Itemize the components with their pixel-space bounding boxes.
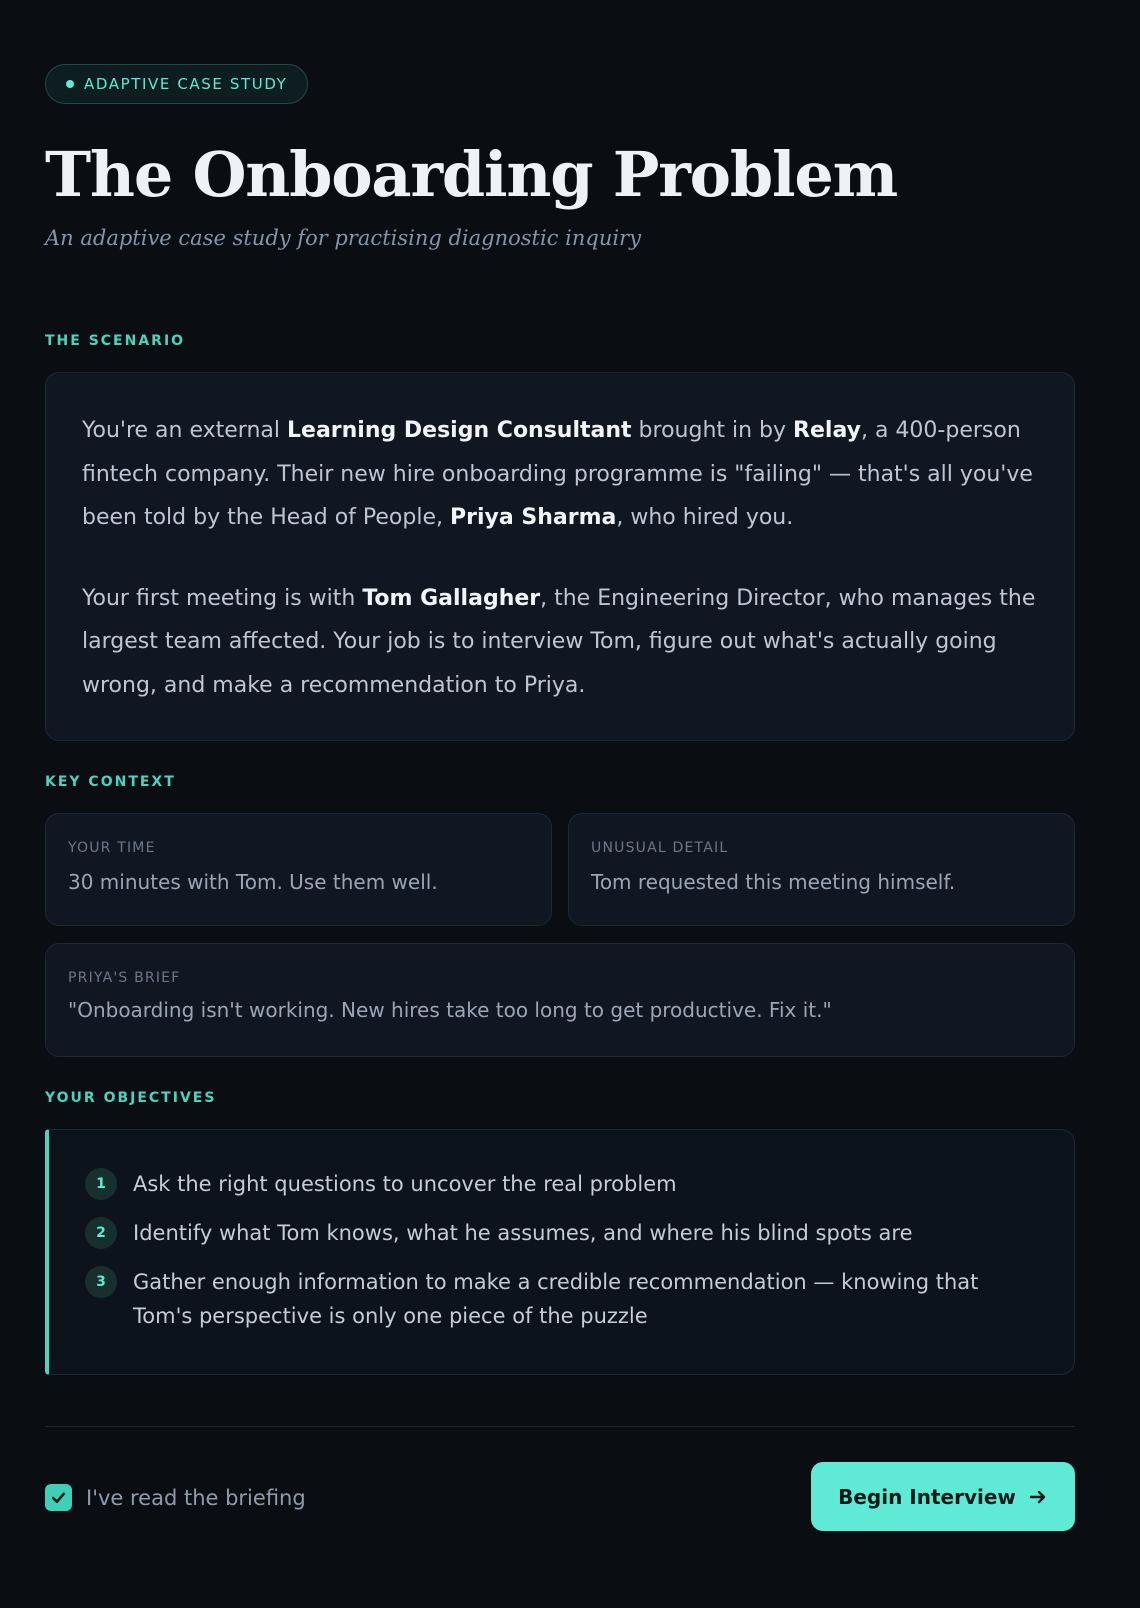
objective-text: Gather enough information to make a credible recommendation — knowing that Tom's perspective is only one piece of the puzzle <box>133 1270 979 1328</box>
unusual-detail-value: Tom requested this meeting himself. <box>591 870 956 894</box>
your-time-value: 30 minutes with Tom. Use them well. <box>68 870 438 894</box>
begin-interview-button[interactable] <box>811 1462 1075 1531</box>
list-item <box>85 1168 1038 1201</box>
objective-text: Identify what Tom knows, what he assumes, and where his blind spots are <box>133 1221 913 1245</box>
arrow-right-icon <box>1028 1487 1048 1507</box>
scenario-paragraph-2: Your first meeting is with Tom Gallagher, the Engineering Director, who manages the largest team affected. Your job is to interview Tom, figure out what's actually going wrong, and make a recommendation to Priya. <box>82 585 1036 698</box>
scenario-paragraph-1: You're an external Learning Design Consultant brought in by Relay, a 400-person fintech company. Their new hire onboarding programme is "failing" — that's all you've been told by the Head of People, Priya Sharma, who hired you. <box>82 418 1033 530</box>
unusual-detail-label: UNUSUAL DETAIL <box>591 840 729 856</box>
scenario-card <box>45 372 1075 741</box>
checkbox-label[interactable]: I've read the briefing <box>86 1485 306 1510</box>
page-subtitle: An adaptive case study for practising diagnostic inquiry <box>45 226 641 250</box>
badge-label: ADAPTIVE CASE STUDY <box>84 75 288 93</box>
objectives-card <box>45 1129 1075 1375</box>
check-icon[interactable] <box>45 1484 72 1511</box>
case-study-badge <box>45 64 308 104</box>
begin-interview-label: Begin Interview <box>838 1484 1016 1509</box>
objective-number: 3 <box>85 1266 117 1298</box>
priyas-brief-label: PRIYA'S BRIEF <box>68 970 181 986</box>
objectives-section-label: YOUR OBJECTIVES <box>45 1090 217 1106</box>
page-title: The Onboarding Problem <box>45 138 897 211</box>
your-time-label: YOUR TIME <box>68 840 156 856</box>
objective-number: 2 <box>85 1217 117 1249</box>
list-item <box>85 1266 1038 1333</box>
footer-divider <box>45 1426 1075 1427</box>
objective-number: 1 <box>85 1168 117 1200</box>
priyas-brief-value: "Onboarding isn't working. New hires take too long to get productive. Fix it." <box>68 998 832 1022</box>
key-context-section-label: KEY CONTEXT <box>45 774 176 790</box>
your-time-card <box>45 813 552 926</box>
unusual-detail-card <box>568 813 1075 926</box>
status-dot-icon <box>66 80 74 88</box>
briefing-read-checkbox[interactable] <box>45 1484 306 1511</box>
priyas-brief-card <box>45 943 1075 1057</box>
objective-text: Ask the right questions to uncover the real problem <box>133 1172 677 1196</box>
scenario-section-label: THE SCENARIO <box>45 333 186 349</box>
list-item <box>85 1217 1038 1250</box>
